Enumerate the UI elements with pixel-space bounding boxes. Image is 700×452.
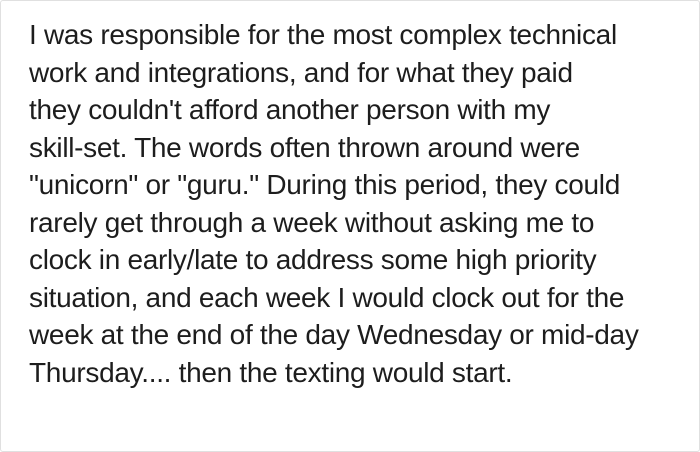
paragraph-line: work and integrations, and for what they paid <box>29 56 573 88</box>
paragraph-line: I was responsible for the most complex technical <box>29 19 617 50</box>
paragraph-line: they couldn't afford another person with my <box>29 94 551 125</box>
paragraph-line: Thursday.... then the texting would start. <box>29 356 513 388</box>
paragraph-line: week at the end of the day Wednesday or mid-day <box>29 319 639 350</box>
paragraph-line: clock in early/late to address some high priority <box>29 244 597 275</box>
paragraph-line: skill-set. The words often thrown around were <box>29 131 580 163</box>
paragraph-line: situation, and each week I would clock out for the <box>29 281 625 313</box>
story-paragraph <box>29 16 679 391</box>
paragraph-line: "unicorn" or "guru." During this period, they could <box>29 169 620 200</box>
paragraph-line: rarely get through a week without asking me to <box>29 206 595 238</box>
